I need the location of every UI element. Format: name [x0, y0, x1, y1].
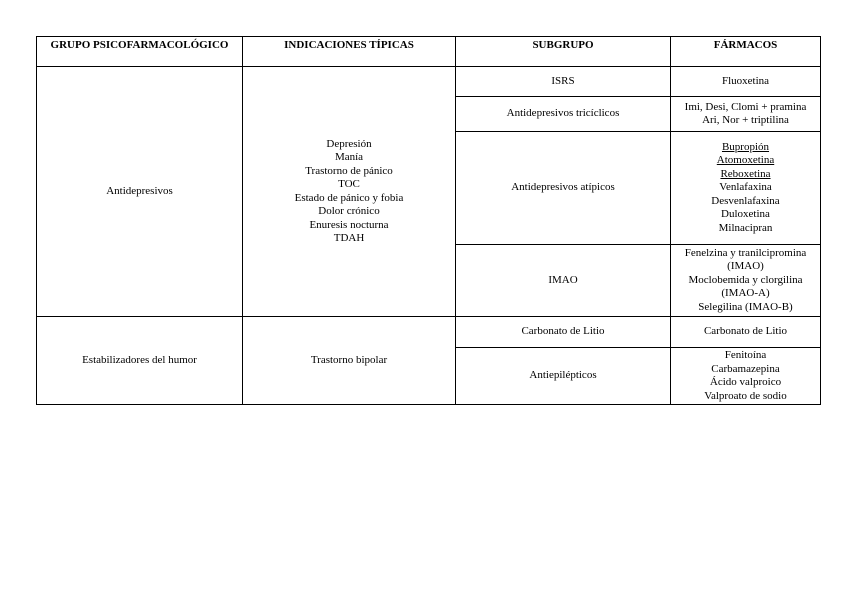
drugs-cell [671, 97, 821, 132]
subgroup-cell: Antiepilépticos [456, 348, 671, 405]
group-cell: Estabilizadores del humor [37, 317, 243, 405]
table-row [37, 317, 821, 348]
group-cell: Antidepresivos [37, 67, 243, 317]
drugs-cell [671, 132, 821, 245]
drug-item: Atomoxetina [716, 154, 775, 167]
indication-item: Estado de pánico y fobia [294, 191, 404, 204]
header-indications: INDICACIONES TÍPICAS [243, 37, 456, 67]
drug-item: Milnacipran [718, 221, 773, 234]
indications-cell [243, 317, 456, 405]
drug-item: Carbonato de Litio [703, 325, 788, 338]
drugs-cell [671, 245, 821, 317]
drug-item: Ari, Nor + triptilina [702, 114, 789, 126]
header-row [37, 37, 821, 67]
drug-item: (IMAO-A) [721, 287, 770, 300]
drug-item: Reboxetina [720, 167, 771, 180]
subgroup-cell: IMAO [456, 245, 671, 317]
indication-item: Enuresis nocturna [309, 218, 389, 231]
drug-item: Ácido valproico [709, 376, 782, 388]
subgroup-cell: Antidepresivos tricíclicos [456, 97, 671, 132]
indication-item: Trastorno bipolar [310, 353, 388, 366]
subgroup-cell: Antidepresivos atípicos [456, 132, 671, 245]
indication-item: Manía [334, 151, 364, 163]
drug-item: Duloxetina [721, 208, 770, 221]
drug-item: Fenelzina y tranilcipromina [684, 246, 807, 259]
drug-item: Desvenlafaxina [711, 194, 780, 207]
subgroup-cell: Carbonato de Litio [456, 317, 671, 348]
drugs-cell [671, 348, 821, 405]
drug-item: Fenitoína [724, 349, 767, 361]
drugs-cell [671, 317, 821, 348]
drugs-cell [671, 67, 821, 97]
drug-item: Venlafaxina [719, 181, 772, 194]
indications-cell [243, 67, 456, 317]
drug-item: Carbamazepina [711, 362, 780, 375]
drug-item: Selegilina (IMAO-B) [698, 300, 793, 313]
table-row [37, 67, 821, 97]
indication-item: Dolor crónico [318, 205, 380, 217]
drug-item: Valproato de sodio [704, 389, 787, 402]
table-body [37, 67, 821, 405]
indication-item: TDAH [333, 232, 365, 244]
indication-item: TOC [338, 178, 360, 190]
drug-item: Fluoxetina [721, 74, 770, 87]
drug-item: Moclobemida y clorgilina [688, 273, 803, 286]
drug-classification-table [36, 36, 821, 405]
indication-item: Trastorno de pánico [305, 164, 393, 177]
header-group: GRUPO PSICOFARMACOLÓGICO [37, 37, 243, 67]
drug-item: Bupropión [721, 140, 770, 153]
header-subgroup: SUBGRUPO [456, 37, 671, 67]
drug-item: (IMAO) [727, 260, 764, 273]
drug-item: Imi, Desi, Clomi + pramina [684, 100, 807, 113]
subgroup-cell: ISRS [456, 67, 671, 97]
header-drugs: FÁRMACOS [671, 37, 821, 67]
indication-item: Depresión [326, 137, 372, 150]
